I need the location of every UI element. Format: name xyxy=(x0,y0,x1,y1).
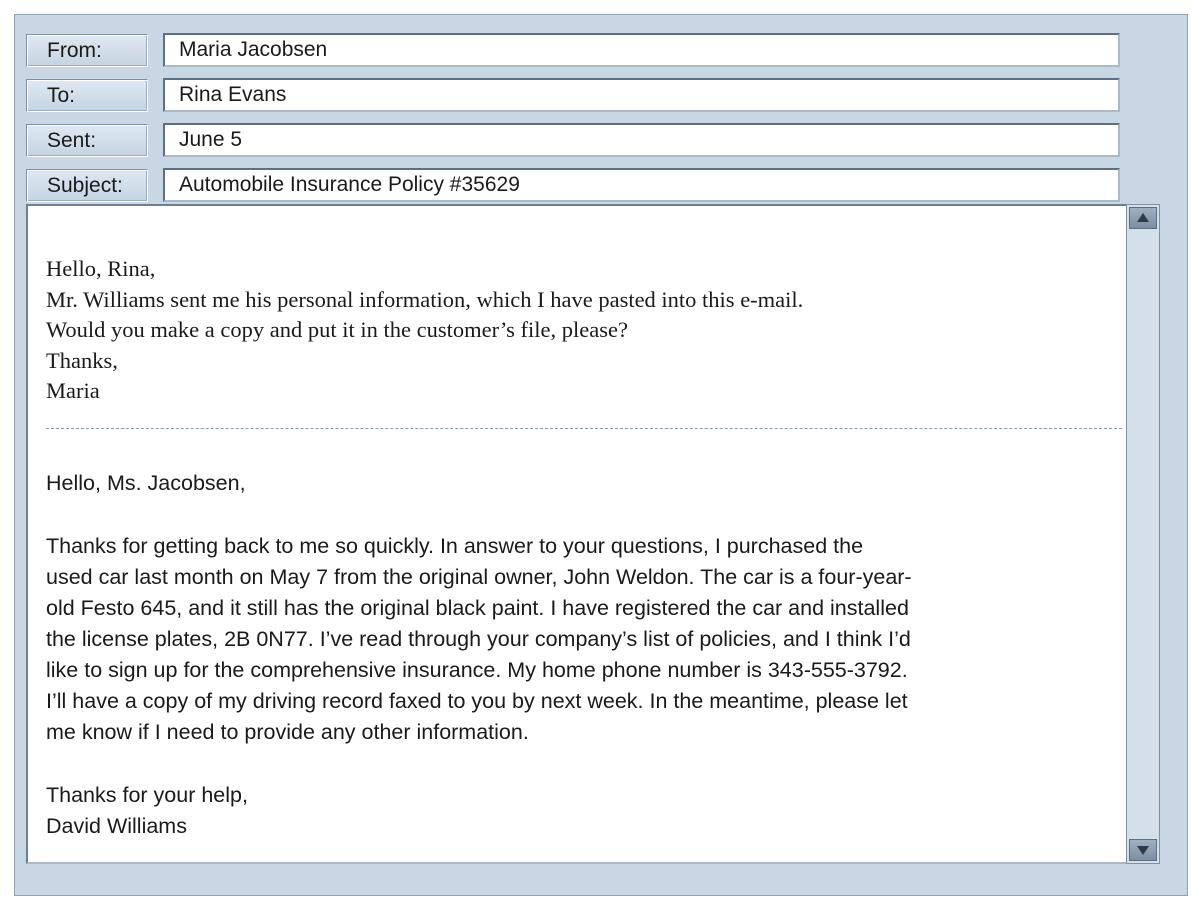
forwarded-closing-block xyxy=(46,780,248,842)
forwarding-note xyxy=(46,254,1106,407)
scroll-up-button[interactable] xyxy=(1129,207,1157,229)
to-label: To: xyxy=(26,79,148,112)
closing-line: Thanks for your help, xyxy=(46,783,248,807)
from-label: From: xyxy=(26,34,148,67)
note-line: Maria xyxy=(46,378,100,403)
scroll-up-arrow-icon xyxy=(1137,213,1149,222)
forwarded-body xyxy=(46,531,1046,748)
body-line: me know if I need to provide any other information. xyxy=(46,720,529,744)
scroll-down-button[interactable] xyxy=(1129,839,1157,861)
note-line: Thanks, xyxy=(46,347,118,373)
body-line: used car last month on May 7 from the original owner, John Weldon. The car is a four-year- xyxy=(46,565,912,589)
subject-label: Subject: xyxy=(26,169,148,202)
body-line: the license plates, 2B 0N77. I’ve read through your company’s list of policies, and I think I’d xyxy=(46,627,911,651)
body-line: I’ll have a copy of my driving record faxed to you by next week. In the meantime, please let xyxy=(46,689,908,713)
vertical-scrollbar[interactable] xyxy=(1126,204,1160,864)
to-field[interactable]: Rina Evans xyxy=(163,78,1120,112)
note-line: Would you make a copy and put it in the customer’s file, please? xyxy=(46,317,628,342)
body-line: old Festo 645, and it still has the original black paint. I have registered the car and installed xyxy=(46,596,909,620)
scroll-down-arrow-icon xyxy=(1137,846,1149,855)
from-field[interactable]: Maria Jacobsen xyxy=(163,33,1120,67)
note-line: Hello, Rina, xyxy=(46,256,156,281)
body-line: Thanks for getting back to me so quickly. In answer to your questions, I purchased the xyxy=(46,534,864,558)
signature: David Williams xyxy=(46,814,187,838)
note-line: Mr. Williams sent me his personal information, which I have pasted into this e-mail. xyxy=(46,286,804,312)
body-line: like to sign up for the comprehensive insurance. My home phone number is 343-555-3792. xyxy=(46,658,908,682)
sent-field[interactable]: June 5 xyxy=(163,123,1120,157)
forwarded-greeting: Hello, Ms. Jacobsen, xyxy=(46,471,246,495)
forward-divider xyxy=(46,428,1122,429)
sent-label: Sent: xyxy=(26,124,148,157)
subject-field[interactable]: Automobile Insurance Policy #35629 xyxy=(163,168,1120,202)
